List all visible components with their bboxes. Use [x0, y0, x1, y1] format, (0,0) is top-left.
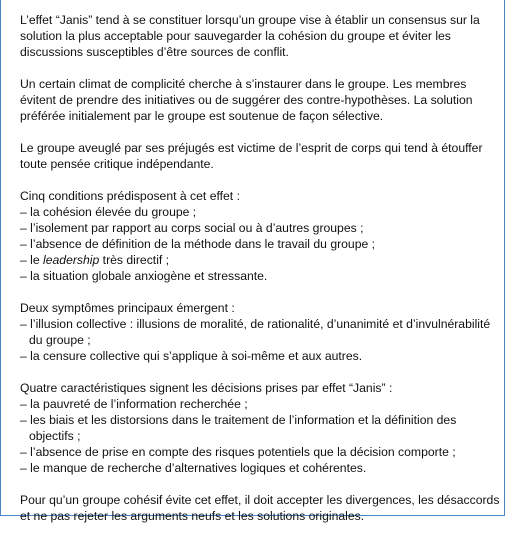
list-item-text: l’illusion collective : illusions de moralité, de rationalité, d’unanimité et d’invulnérabilité du groupe ; [29, 317, 491, 347]
leadership-word: leadership [43, 253, 100, 267]
symptoms-section [20, 300, 500, 364]
list-item [20, 460, 500, 476]
dash: – [20, 221, 27, 235]
list-item [20, 316, 500, 348]
conditions-section [20, 188, 500, 284]
list-item [20, 412, 500, 444]
dash: – [20, 461, 27, 475]
dash: – [20, 317, 27, 331]
symptoms-list [20, 316, 500, 364]
list-item-text: la cohésion élevée du groupe ; [30, 205, 197, 219]
list-item [20, 236, 500, 252]
list-item [20, 396, 500, 412]
list-item-text: les biais et les distorsions dans le traitement de l’information et la définition des objectifs ; [29, 413, 457, 443]
characteristics-list [20, 396, 500, 476]
list-item-text: l’absence de définition de la méthode dans le travail du groupe ; [30, 237, 376, 251]
dash: – [20, 349, 27, 363]
characteristics-intro: Quatre caractéristiques signent les décisions prises par effet “Janis” : [20, 381, 393, 395]
symptoms-intro: Deux symptômes principaux émergent : [20, 301, 235, 315]
dash: – [20, 397, 27, 411]
list-item [20, 348, 500, 364]
list-item [20, 220, 500, 236]
dash: – [20, 237, 27, 251]
paragraph-bias: Le groupe aveuglé par ses préjugés est victime de l’esprit de corps qui tend à étouffer toute pensée critique indépendante. [20, 141, 483, 171]
list-item-prefix: le [30, 253, 44, 267]
list-item-text: le manque de recherche d’alternatives logiques et cohérentes. [30, 461, 367, 475]
list-item [20, 444, 500, 460]
box-content [20, 12, 500, 540]
list-item-suffix: très directif ; [99, 253, 170, 267]
conditions-list [20, 204, 500, 284]
list-item-text: l’absence de prise en compte des risques potentiels que la décision comporte ; [30, 445, 456, 459]
conditions-intro: Cinq conditions prédisposent à cet effet : [20, 189, 240, 203]
dash: – [20, 269, 27, 283]
paragraph-definition: L’effet “Janis” tend à se constituer lorsqu’un groupe vise à établir un consensus sur la solution la plus acceptable pour sauvegarder la cohésion du groupe et éviter les discussions susceptibles d’être sources de conflit. [20, 13, 480, 59]
characteristics-section [20, 380, 500, 476]
list-item [20, 268, 500, 284]
dash: – [20, 253, 27, 267]
paragraph-conclusion: Pour qu’un groupe cohésif évite cet effet, il doit accepter les divergences, les désaccords et ne pas rejeter les arguments neufs et les solutions originales. [20, 493, 500, 523]
list-item-text: la pauvreté de l’information recherchée ; [30, 397, 248, 411]
dash: – [20, 205, 27, 219]
list-item [20, 252, 500, 268]
list-item-text: la censure collective qui s’applique à soi-même et aux autres. [30, 349, 363, 363]
dash: – [20, 413, 27, 427]
paragraph-climate: Un certain climat de complicité cherche à s’instaurer dans le groupe. Les membres évitent de prendre des initiatives ou de suggérer des contre-hypothèses. La solution préférée initialement par le groupe est soutenue de façon sélective. [20, 77, 473, 123]
list-item-text: la situation globale anxiogène et stressante. [30, 269, 268, 283]
dash: – [20, 445, 27, 459]
list-item [20, 204, 500, 220]
list-item-text: l’isolement par rapport au corps social ou à d’autres groupes ; [30, 221, 364, 235]
